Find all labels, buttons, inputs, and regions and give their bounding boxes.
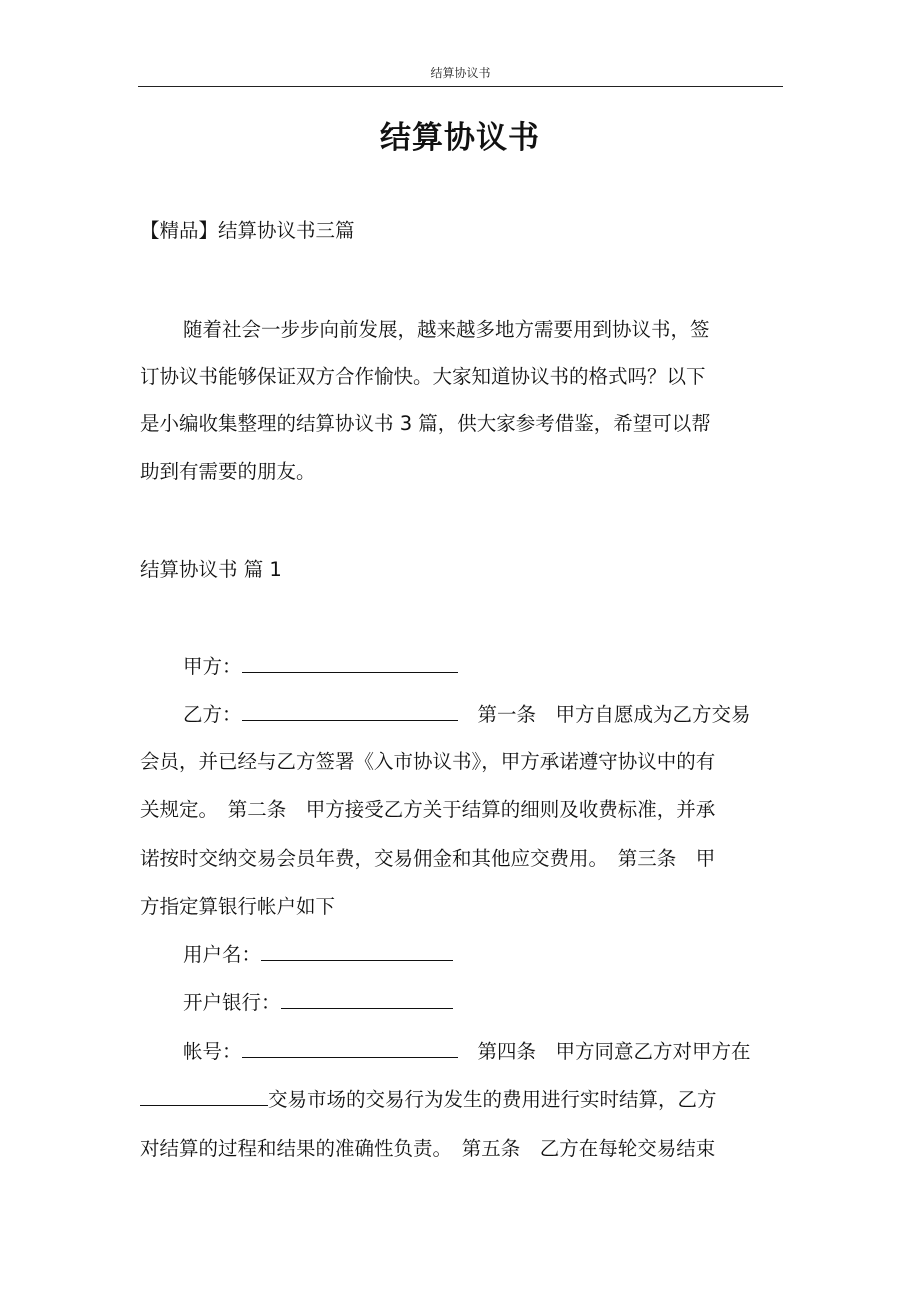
party-b-label: 乙方： [183,703,242,726]
intro-line-3: 是小编收集整理的结算协议书 3 篇，供大家参考借鉴，希望可以帮 [140,412,711,435]
party-a-field [183,652,458,682]
clause-1-start: 第一条 甲方自愿成为乙方交易 [477,703,751,726]
party-a-label: 甲方： [183,655,242,678]
clause-4-start: 第四条 甲方同意乙方对甲方在 [477,1040,751,1063]
para2-line-1-text: 交易市场的交易行为发生的费用进行实时结算，乙方 [268,1088,717,1111]
intro-line-2: 订协议书能够保证双方合作愉快。大家知道协议书的格式吗？以下 [140,365,706,388]
para1-line-1: 会员，并已经与乙方签署《入市协议书》，甲方承诺遵守协议中的有 [140,750,716,773]
para1-line-4: 方指定算银行帐户如下 [140,895,336,918]
account-field [183,1037,751,1067]
account-label: 帐号： [183,1040,242,1063]
party-a-blank [242,652,458,673]
intro-line-1: 随着社会一步步向前发展，越来越多地方需要用到协议书，签 [183,318,710,341]
para2-line-1 [140,1085,717,1115]
document-subtitle: 【精品】结算协议书三篇 [140,219,355,242]
para1-line-2: 关规定。 第二条 甲方接受乙方关于结算的细则及收费标准，并承 [140,798,716,821]
para1-line-3: 诺按时交纳交易会员年费，交易佣金和其他应交费用。 第三条 甲 [140,847,716,870]
username-field [183,940,453,970]
bank-blank [281,988,453,1009]
bank-field [183,988,453,1018]
account-blank [242,1037,458,1058]
document-title: 结算协议书 [380,120,540,156]
username-label: 用户名： [183,943,262,966]
username-blank [261,940,453,961]
running-header: 结算协议书 [138,62,783,87]
section-heading: 结算协议书 篇 1 [140,558,282,581]
para2-line-2: 对结算的过程和结果的准确性负责。 第五条 乙方在每轮交易结束 [140,1137,716,1160]
bank-label: 开户银行： [183,991,281,1014]
party-b-blank [242,700,458,721]
party-b-field [183,700,751,730]
intro-line-4: 助到有需要的朋友。 [140,460,316,483]
market-blank [140,1085,268,1106]
